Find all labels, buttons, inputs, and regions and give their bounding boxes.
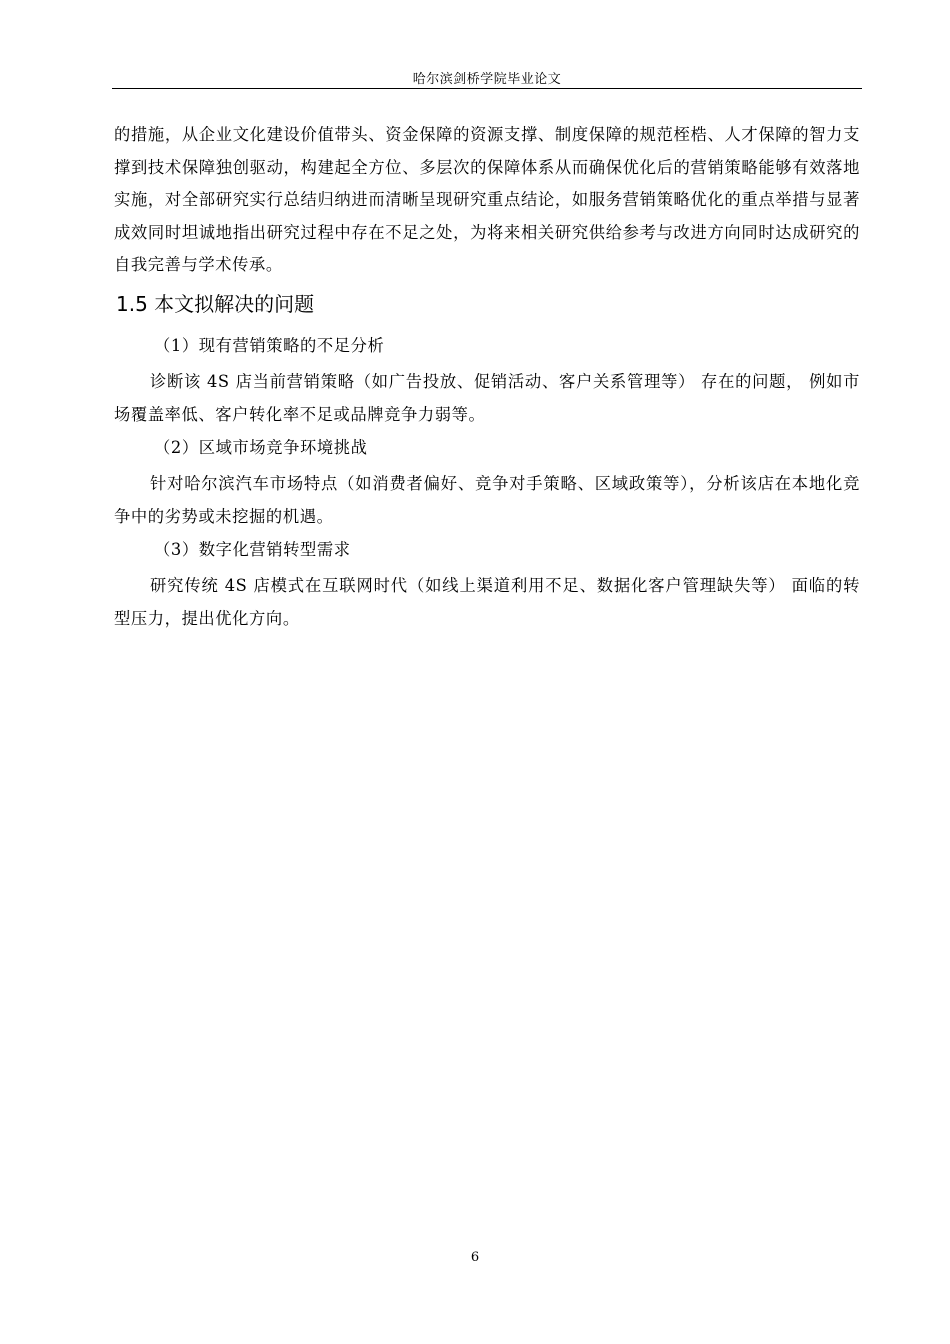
page-number: 6 <box>470 1250 480 1265</box>
item-1-paragraph: 诊断该 4S 店当前营销策略（如广告投放、促销活动、客户关系管理等） 存在的问题， 例如市场覆盖率低、客户转化率不足或品牌竞争力弱等。 <box>114 372 860 424</box>
item-2-heading: （2）区域市场竞争环境挑战 <box>154 438 368 457</box>
item-2-paragraph: 针对哈尔滨汽车市场特点（如消费者偏好、竞争对手策略、区域政策等），分析该店在本地化竞争中的劣势或未挖掘的机遇。 <box>114 474 860 526</box>
item-3-paragraph: 研究传统 4S 店模式在互联网时代（如线上渠道利用不足、数据化客户管理缺失等） 面临的转型压力，提出优化方向。 <box>114 576 860 628</box>
item-3-heading: （3）数字化营销转型需求 <box>154 540 351 559</box>
intro-paragraph: 的措施，从企业文化建设价值带头、资金保障的资源支撑、制度保障的规范桎梏、人才保障的智力支撑到技术保障独创驱动，构建起全方位、多层次的保障体系从而确保优化后的营销策略能够有效落地实施，对全部研究实行总结归纳进而清晰呈现研究重点结论，如服务营销策略优化的重点举措与显著成效同时坦诚地指出研究过程中存在不足之处，为将来相关研究供给参考与改进方向同时达成研究的自我完善与学术传承。 <box>114 125 860 274</box>
item-1-heading: （1）现有营销策略的不足分析 <box>154 336 385 355</box>
header-divider <box>112 88 862 89</box>
page-header: 哈尔滨剑桥学院毕业论文 <box>412 72 562 87</box>
section-heading: 1.5 本文拟解决的问题 <box>116 292 315 316</box>
